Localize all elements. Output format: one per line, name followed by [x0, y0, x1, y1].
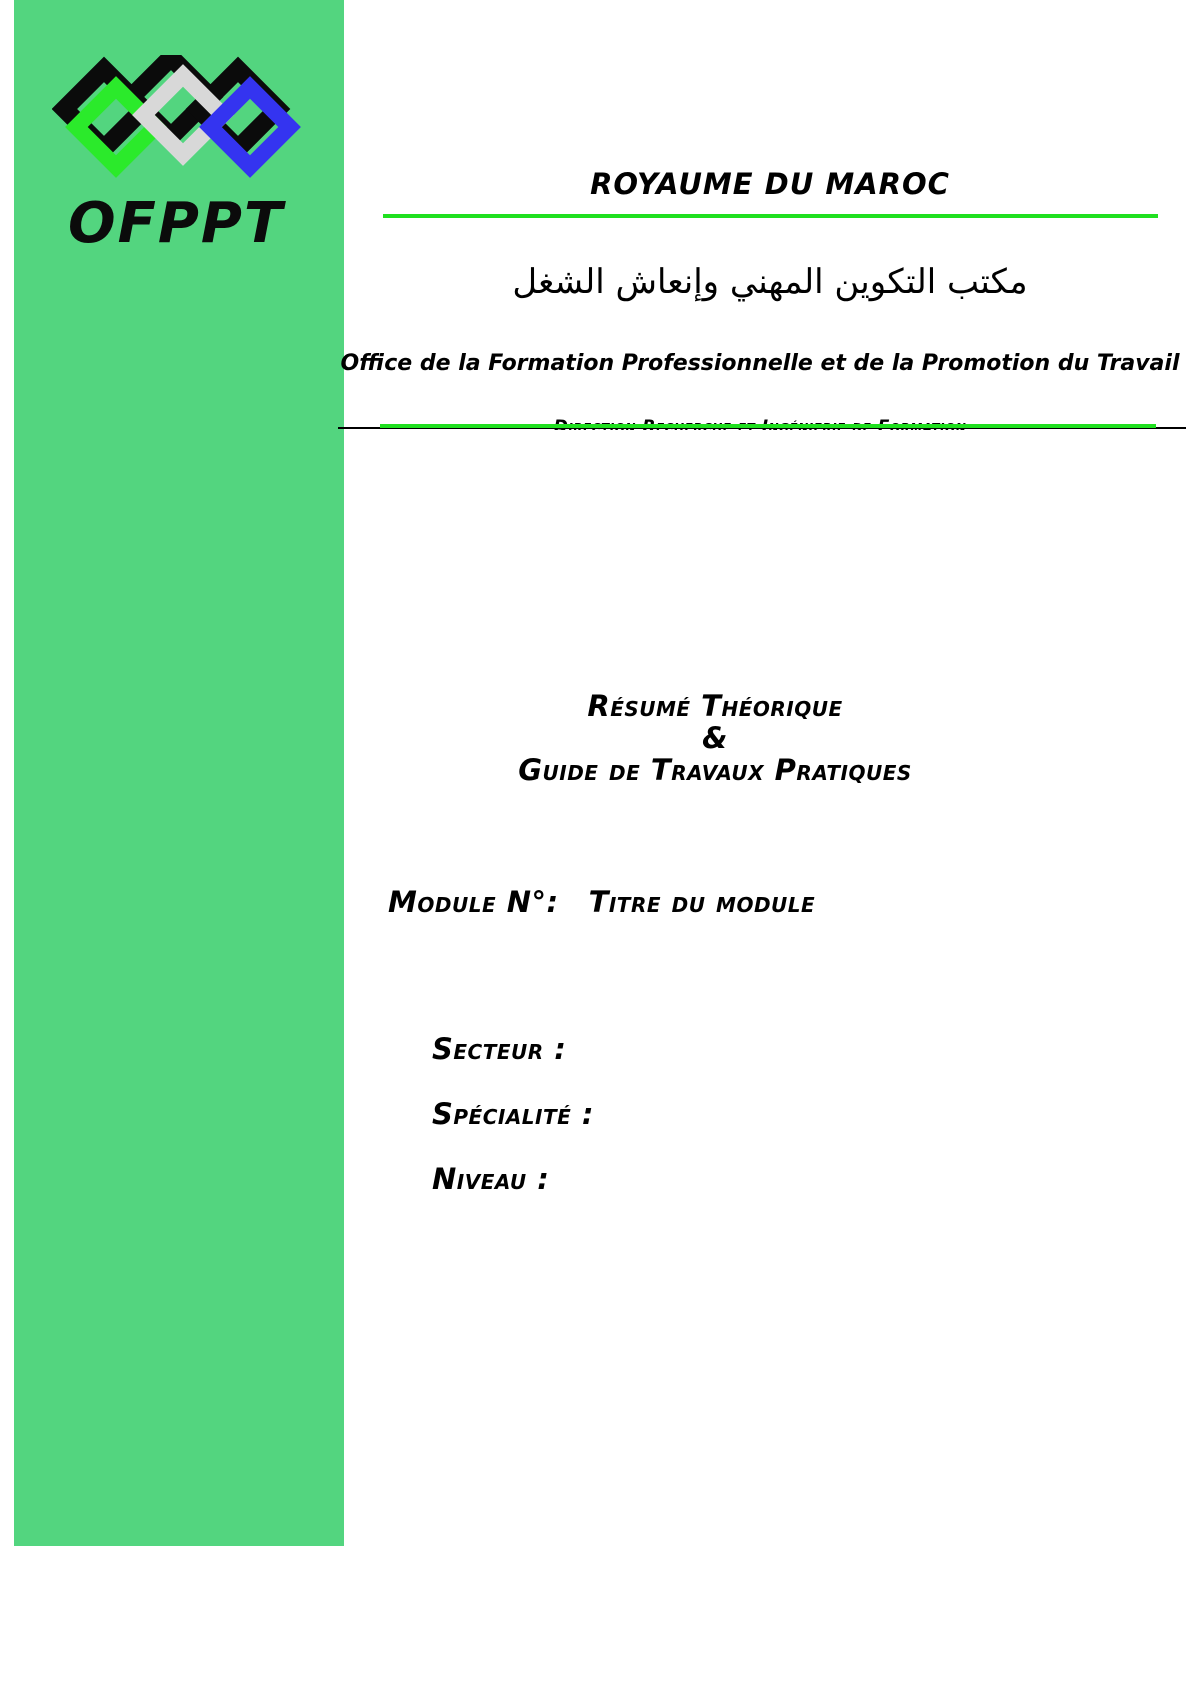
- country-heading: ROYAUME DU MAROC: [590, 167, 950, 201]
- office-name: Office de la Formation Professionnelle et de la Promotion du Travail: [340, 351, 1180, 376]
- specialite-field: Spécialité :: [432, 1097, 594, 1131]
- secteur-field: Secteur :: [432, 1032, 567, 1066]
- header-divider-top: [383, 214, 1158, 218]
- module-title: Titre du module: [588, 885, 816, 919]
- niveau-field: Niveau :: [432, 1162, 550, 1196]
- arabic-office-name: مكتب التكوين المهني وإنعاش الشغل: [512, 262, 1028, 302]
- title-line-1: Résumé Théorique: [587, 689, 843, 723]
- title-ampersand: &: [702, 721, 728, 755]
- title-line-3: Guide de Travaux Pratiques: [518, 753, 912, 787]
- logo-wordmark: OFPPT: [68, 191, 285, 256]
- header-divider-bottom: [380, 424, 1156, 428]
- module-label: Module N°:: [388, 885, 559, 919]
- document-title: [390, 690, 1040, 786]
- ofppt-logo-icon: [52, 55, 314, 195]
- module-line: [388, 885, 815, 919]
